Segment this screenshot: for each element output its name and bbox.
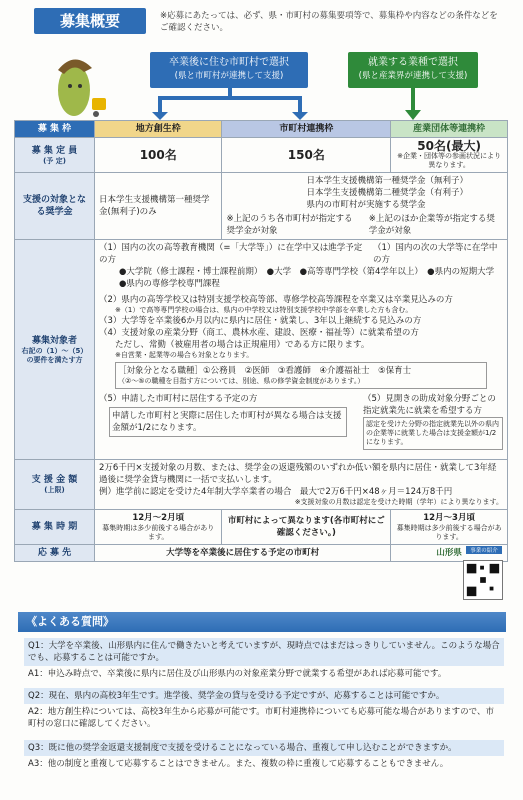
label-quota [15, 138, 95, 173]
label-eligibility [15, 240, 95, 460]
label-quota-sub: (予 定) [43, 156, 66, 165]
req1-right: （1）国内の次の大学等に在学中の方 [373, 243, 498, 265]
industry-arrow [403, 88, 423, 120]
scholar-note-municipal: ※上記のうち各市町村が指定する奨学金が対象 [226, 214, 353, 236]
apply-industry: 山形県 [391, 545, 508, 562]
req1-items: ●大学院（修士課程・博士課程前期） ●大学 ●高等専門学校（第4学年以上） ●県内の短期大学 ●県内の専修学校専門課程 [119, 267, 503, 289]
recruitment-table [14, 120, 508, 562]
scholar-shared-cell [222, 173, 508, 240]
apply-municipal: 大学等を卒業後に居住する予定の市町村 [95, 545, 391, 562]
label-amount-sub: (上限) [44, 486, 65, 494]
page-title: 募集概要 [34, 8, 146, 34]
qr-label: 事業の紹介 [466, 546, 502, 554]
req3: （3）大学等を卒業後6か月以内に県内に居住・就業し、3年以上継続する見込みの方 [99, 316, 422, 326]
quota-regional: 100名 [95, 138, 222, 173]
col-industry: 産業団体等連携枠 [391, 121, 508, 138]
label-scholarship: 支援の対象となる奨学金 [15, 173, 95, 240]
period-regional-cell [95, 510, 222, 545]
period-regional: 12月～2月頃 [132, 513, 185, 523]
req5-right: （5）見開きの助成対象分野ごとの指定就業先に就業を希望する方 [363, 394, 496, 416]
faq-question-2: Q2：現在、県内の高校3年生です。進学後、奨学金の貸与を受ける予定ですが、応募することは可能ですか。 [24, 688, 504, 704]
label-amount-text: 支 援 金 額 [31, 475, 78, 485]
quota-municipal: 150名 [222, 138, 391, 173]
municipal-route-title: 卒業後に住む市町村で選択 [169, 57, 289, 68]
industry-route-box [348, 52, 478, 88]
period-municipal: 市町村によって異なります(各市町村にご確認ください。) [222, 510, 391, 545]
scholar-item-2: 日本学生支援機構第二種奨学金（有利子） [306, 188, 468, 198]
split-arrows [130, 88, 330, 120]
label-period: 募 集 時 期 [15, 510, 95, 545]
col-regional: 地方創生枠 [95, 121, 222, 138]
period-regional-note: 募集時期は多少前後する場合があります。 [102, 524, 215, 541]
req1-left: （1）国内の次の高等教育機関（=「大学等」）に在学中又は進学予定の方 [99, 243, 363, 265]
label-quota-text: 募 集 定 員 [31, 145, 78, 156]
period-industry: 12月～3月頃 [423, 513, 475, 523]
quota-note: ※企業・団体等の参画状況により異なります。 [397, 152, 502, 169]
municipal-route-sub: (県と市町村が連携して支援) [174, 71, 284, 81]
req5-left-block [99, 393, 357, 450]
faq-question-3: Q3：既に他の奨学金返還支援制度で支援を受けることになっている場合、重複して申し込むことができますか。 [24, 740, 504, 756]
label-eligibility-text: 募集対象者 [31, 335, 77, 346]
scholar-regional: 日本学生支援機構第一種奨学金(無利子)のみ [95, 173, 222, 240]
amount-cell [95, 460, 508, 510]
label-amount [15, 460, 95, 510]
req4: （4）支援対象の産業分野（商工、農林水産、建設、医療・福祉等）に就業希望の方 [99, 328, 419, 338]
qr-code-icon[interactable] [463, 560, 503, 600]
col-municipal: 市町村連携枠 [222, 121, 391, 138]
req5-left: （5）申請した市町村に居住する予定の方 [99, 394, 258, 404]
req4b: ただし、常勤（被雇用者の場合は正規雇用）である方に限ります。 [115, 340, 370, 350]
faq-answer-3: A3：他の制度と重複して応募することはできません。また、複数の枠に重複して応募することもできません。 [28, 759, 449, 769]
faq-question-1: Q1：大学を卒業後、山形県内に住んで働きたいと考えていますが、現時点ではまだはっきりしていません。このような場合でも、応募することは可能ですか。 [24, 638, 504, 666]
scholar-note-industry: ※上記のほか企業等が指定する奨学金が対象 [368, 214, 495, 236]
req4-jobs-box [115, 362, 487, 389]
req5-right-block [363, 393, 503, 450]
req4-note: ※自営業・起業等の場合も対象となります。 [115, 351, 254, 359]
mascot-illustration [44, 50, 114, 122]
amount-main: 2万6千円×支援対象の月数、または、奨学金の返還残額のいずれか低い額を県内に居住・就業して3年経過後に奨学金貸与機関に一括で支払いします。 [99, 463, 497, 485]
industry-route-title: 就業する業種で選択 [368, 57, 458, 68]
req2: （2）県内の高等学校又は特別支援学校高等部、専修学校高等課程を卒業又は卒業見込みの方 [99, 295, 453, 305]
faq-heading: 《よくある質問》 [18, 612, 506, 632]
req4-jobs-note: （②～⑤の職種を目指す方については、別途、県の修学資金制度があります。） [118, 377, 365, 385]
period-industry-cell [391, 510, 508, 545]
faq-item-2 [24, 688, 504, 732]
faq-answer-1: A1：申込み時点で、卒業後に県内に居住及び山形県内の対象産業分野で就業する希望があれば応募可能です。 [28, 669, 447, 679]
label-apply: 応 募 先 [15, 545, 95, 562]
faq-answer-2: A2：地方創生枠については、高校3年生から応募が可能です。市町村連携枠についても応募可能な場合がありますので、市町村の窓口に確認してください。 [28, 707, 494, 729]
label-eligibility-sub: 右記の（1）～（5）の要件を満たす方 [21, 346, 88, 364]
req5-left-note: 申請した市町村と実際に居住した市町村が異なる場合は支援金額が1/2になります。 [109, 407, 347, 437]
req4-jobs: ［対象分となる職種］①公務員 ②医師 ③看護師 ④介護福祉士 ⑤保育士 [118, 366, 412, 376]
eligibility-cell [95, 240, 508, 460]
faq-item-1 [24, 638, 504, 682]
quota-industry: 50名(最大) [417, 139, 481, 153]
faq-item-3 [24, 740, 504, 772]
label-frame: 募 集 枠 [15, 121, 95, 138]
industry-route-sub: (県と産業界が連携して支援) [358, 71, 468, 81]
req2-note: ※（1）で高等専門学校の場合は、県内の中学校又は特別支援学校中学部を卒業した方も含む。 [115, 306, 413, 314]
amount-example: 例）進学前に認定を受けた4年制大学卒業者の場合 最大で2万6千円×48ヶ月＝124万8千円 [99, 487, 453, 497]
header-note: ※応募にあたっては、必ず、県・市町村の募集要項等で、募集枠や内容などの条件などをご確認ください。 [160, 11, 498, 33]
municipal-route-box [150, 52, 308, 88]
period-industry-note: 募集時期は多少前後する場合があります。 [396, 524, 502, 541]
scholar-item-1: 日本学生支援機構第一種奨学金（無利子） [306, 176, 468, 186]
quota-industry-cell [391, 138, 508, 173]
scholar-item-3: 県内の市町村が実施する奨学金 [306, 200, 426, 210]
req5-right-note: 認定を受けた分野の指定就業先以外の県内の企業等に就業した場合は支援金額が1/2になります。 [363, 417, 503, 450]
amount-note: ※支援対象の月数は認定を受けた時期（学年）により異なります。 [294, 498, 503, 506]
